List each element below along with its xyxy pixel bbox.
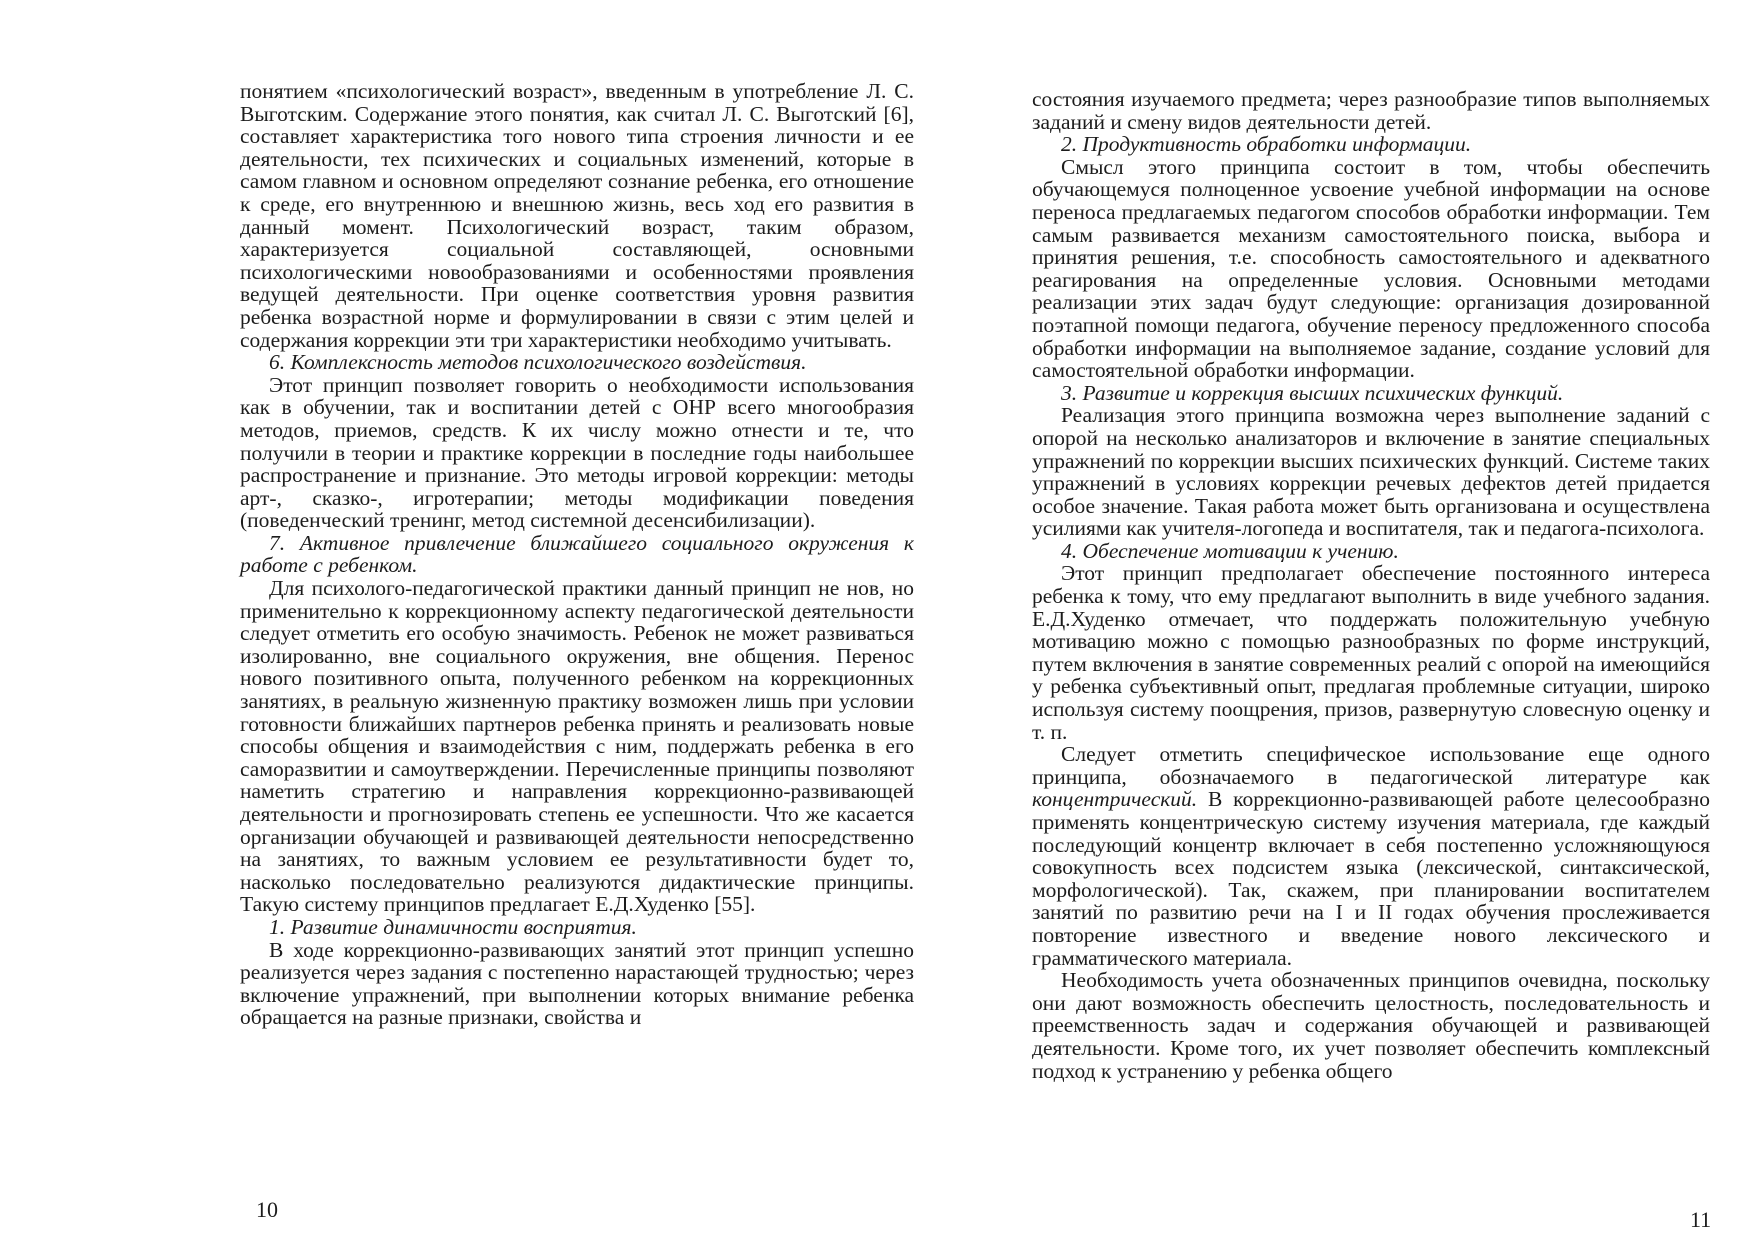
principle-heading: 4. Обеспечение мотивации к учению. bbox=[1061, 538, 1399, 563]
paragraph bbox=[1032, 743, 1710, 969]
principle-heading: 2. Продуктивность обработки информации. bbox=[1061, 132, 1472, 157]
paragraph: состояния изучаемого предмета; через разнообразие типов выполняемых заданий и смену видов деятельности детей. bbox=[1032, 87, 1710, 134]
paragraph: Необходимость учета обозначенных принципов очевидна, поскольку они дают возможность обеспечить целостность, последовательность и преемственность задач и содержания обучающей и развивающей деятельности. Кроме того, их учет позволяет обеспечить комплексный подход к устранению у ребенка общего bbox=[1032, 968, 1710, 1083]
paragraph: Смысл этого принципа состоит в том, чтобы обеспечить обучающемуся полноценное усвоение учебной информации на основе переноса предлагаемых педагогом способов обработки информации. Тем самым развивается механизм самостоятельного поиска, выбора и принятия решения, т.е. способность самостоятельного и адекватного реагирования на определенные условия. Основными методами реализации этих задач будут следующие: организация дозированной поэтапной помощи педагога, обучение переносу предложенного способа обработки информации на выполняемое задание, создание условий для самостоятельной обработки информации. bbox=[1032, 154, 1710, 383]
principle-heading: 1. Развитие динамичности восприятия. bbox=[269, 914, 637, 939]
right-page bbox=[878, 0, 1756, 1244]
principle-heading: 7. Активное привлечение ближайшего социального окружения к работе с ребенком. bbox=[240, 530, 914, 578]
paragraph: В ходе коррекционно-развивающих занятий этот принцип успешно реализуется через задания с постепенно нарастающей трудностью; через включение упражнений, при выполнении которых внимание ребенка обращается на разные признаки, свойства и bbox=[240, 937, 914, 1030]
paragraph: Реализация этого принципа возможна через выполнение заданий с опорой на несколько анализаторов и включение в занятие специальных упражнений по коррекции высших психических функций. Системе таких упражнений в условиях коррекции речевых дефектов детей придается особое значение. Такая работа может быть организована и осуществлена усилиями как учителя-логопеда и воспитателя, так и педагога-психолога. bbox=[1032, 403, 1710, 541]
paragraph: Этот принцип предполагает обеспечение постоянного интереса ребенка к тому, что ему предлагают выполнить в виде учебного задания. Е.Д.Худенко отмечает, что поддержать положительную учебную мотивацию можно с помощью разнообразных по форме инструкций, путем включения в занятие современных реалий с опорой на имеющийся у ребенка субъективный опыт, предлагая проблемные ситуации, широко используя систему поощрения, призов, развернутую словесную оценку и т. п. bbox=[1032, 561, 1710, 744]
paragraph-text: В коррекционно-развивающей работе целесообразно применять концентрическую систему изучения материала, где каждый последующий концентр включает в себя постепенно усложняющуюся совокупность всех подсистем языка (лексической, синтаксической, морфологической). Так, скажем, при планировании воспитателем занятий по развитию речи на I и II годах обучения прослеживается повторение известного и введение нового лексического и грамматического материала. bbox=[1032, 787, 1710, 970]
page-number: 10 bbox=[256, 1197, 278, 1222]
paragraph: Для психолого-педагогической практики данный принцип не нов, но применительно к коррекционному аспекту педагогической деятельности следует отметить его особую значимость. Ребенок не может развиваться изолированно, вне социального окружения, вне общения. Перенос нового позитивного опыта, полученного ребенком на коррекционных занятиях, в реальную жизненную практику возможен лишь при условии готовности ближайших партнеров ребенка принять и реализовать новые способы общения и взаимодействия с ним, поддержать ребенка в его саморазвитии и самоутверждении. Перечисленные принципы позволяют наметить стратегию и направления коррекционно-развивающей деятельности и прогнозировать степень ее успешности. Что же касается организации обучающей и развивающей деятельности непосредственно на занятиях, то важным условием ее результативности будет то, насколько последовательно реализуются дидактические принципы. Такую систему принципов предлагает Е.Д.Худенко [55]. bbox=[240, 576, 914, 917]
paragraph: Этот принцип позволяет говорить о необходимости использования как в обучении, так и воспитании детей с ОНР всего многообразия методов, приемов, средств. К их числу можно отнести и те, что получили в теории и практике коррекции в последние годы наибольшее распространение и признание. Это методы игровой коррекции: методы арт-, сказко-, игротерапии; методы модификации поведения (поведенческий тренинг, метод системной десенсибилизации). bbox=[240, 372, 914, 533]
italic-term: концентрический. bbox=[1032, 787, 1198, 812]
page-number: 11 bbox=[1690, 1207, 1712, 1232]
paragraph-text: Следует отметить специфическое использование еще одного принципа, обозначаемого в педагогической литературе как bbox=[1032, 742, 1710, 789]
left-page-text bbox=[240, 80, 914, 1029]
principle-heading: 3. Развитие и коррекция высших психических функций. bbox=[1061, 380, 1564, 405]
right-page-text bbox=[1032, 88, 1710, 1082]
principle-heading: 6. Комплексность методов психологического воздействия. bbox=[269, 350, 807, 375]
paragraph: понятием «психологический возраст», введенным в употребление Л. С. Выготским. Содержание этого понятия, как считал Л. С. Выготский [6], составляет характеристика того нового типа строения личности и ее деятельности, тех психических и социальных изменений, которые в самом главном и основном определяют сознание ребенка, его отношение к среде, его внутреннюю и внешнюю жизнь, весь ход его развития в данный момент. Психологический возраст, таким образом, характеризуется социальной составляющей, основными психологическими новообразованиями и особенностями проявления ведущей деятельности. При оценке соответствия уровня развития ребенка возрастной норме и формулировании в связи с этим целей и содержания коррекции эти три характеристики необходимо учитывать. bbox=[240, 79, 914, 352]
